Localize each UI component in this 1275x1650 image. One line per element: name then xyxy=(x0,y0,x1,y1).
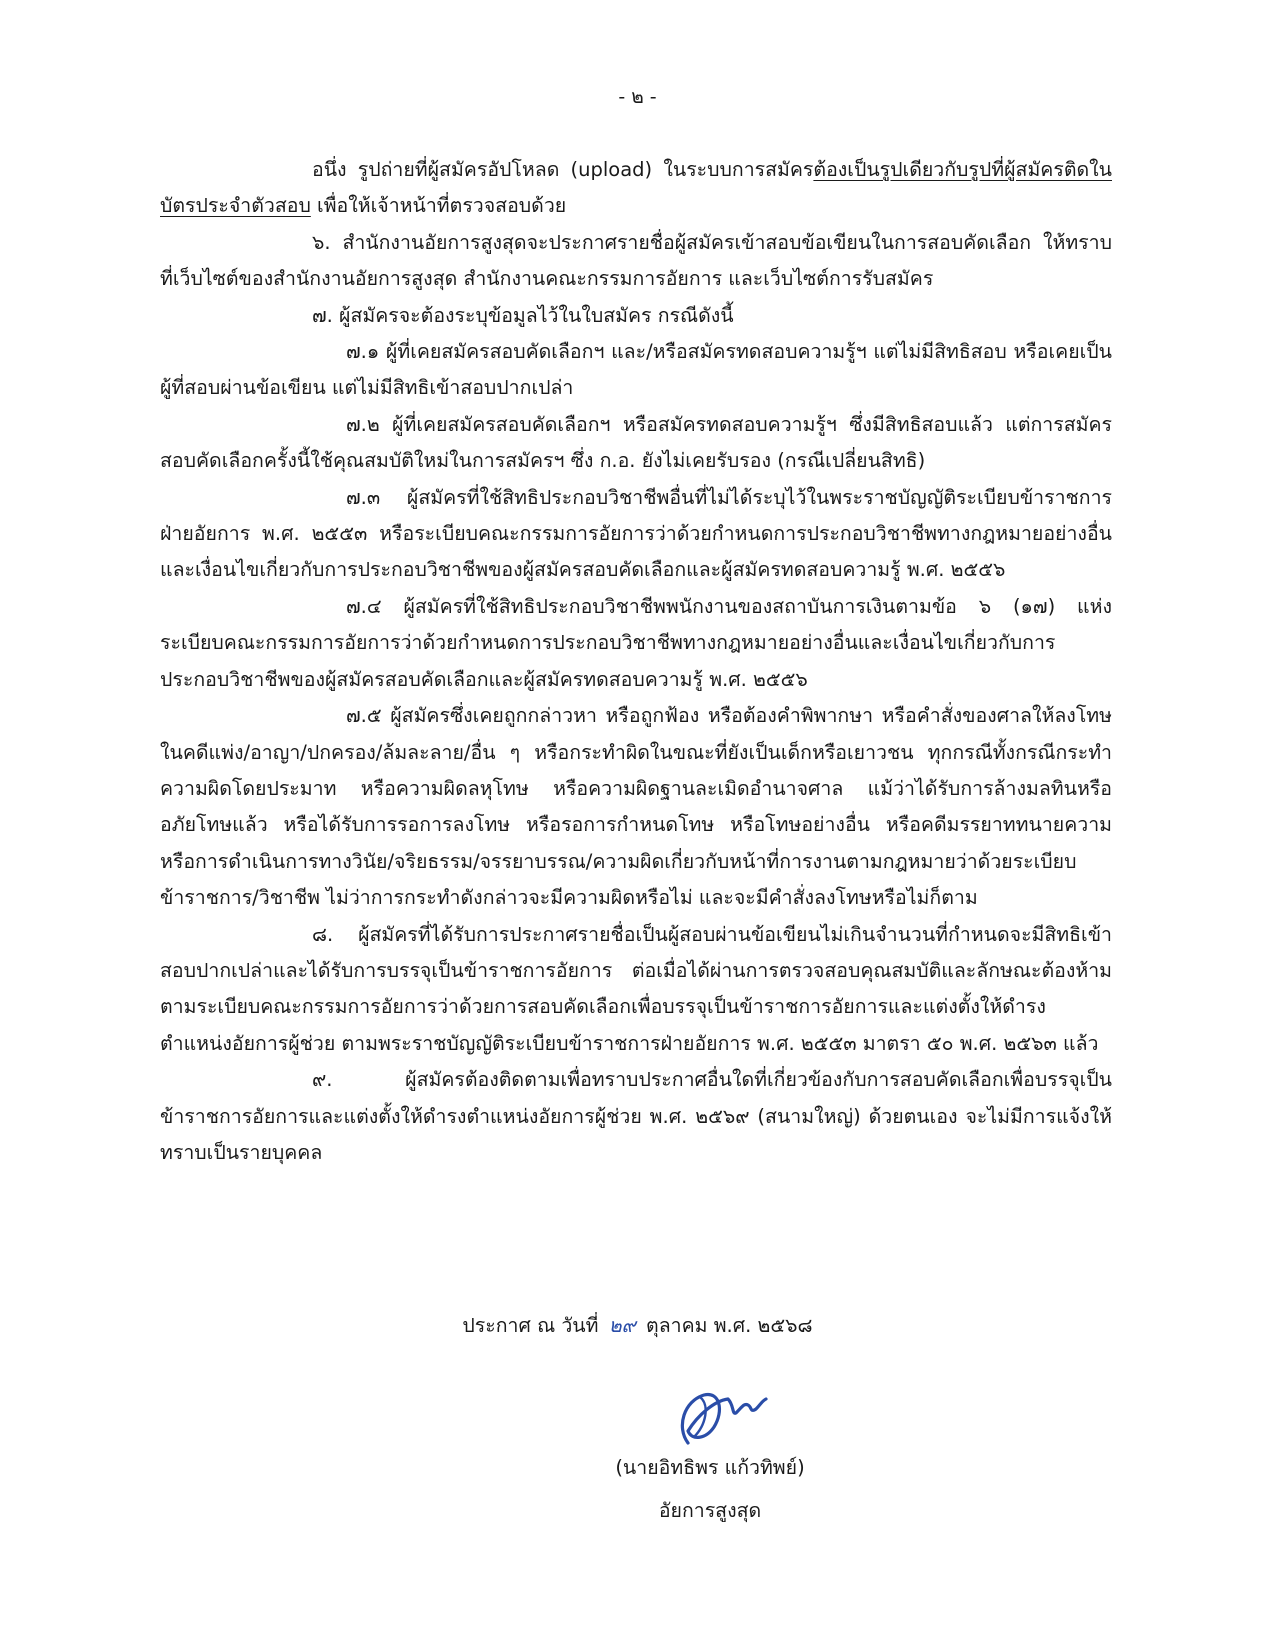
signatory-title: อัยการสูงสุด xyxy=(658,1499,762,1522)
paragraph-7-5: ๗.๕ ผู้สมัครซึ่งเคยถูกกล่าวหา หรือถูกฟ้อง หรือต้องคำพิพากษา หรือคำสั่งของศาลให้ลงโทษในคดีแพ่ง/อาญา/ปกครอง/ล้มละลาย/อื่น ๆ หรือกระทำผิดในขณะที่ยังเป็นเด็กหรือเยาวชน ทุกกรณีทั้งกรณีกระทำความผิดโดยประมาท หรือความผิดลหุโทษ หรือความผิดฐานละเมิดอำนาจศาล แม้ว่าได้รับการล้างมลทินหรืออภัยโทษแล้ว หรือได้รับการรอการลงโทษ หรือรอการกำหนดโทษ หรือโทษอย่างอื่น หรือคดีมรรยาททนายความ หรือการดำเนินการทางวินัย/จริยธรรม/จรรยาบรรณ/ความผิดเกี่ยวกับหน้าที่การงานตามกฎหมายว่าด้วยระเบียบข้าราชการ/วิชาชีพ ไม่ว่าการกระทำดังกล่าวจะมีความผิดหรือไม่ และจะมีคำสั่งลงโทษหรือไม่ก็ตาม xyxy=(160,704,1112,910)
photo-note-prefix: อนึ่ง รูปถ่ายที่ผู้สมัครอัปโหลด (upload) ในระบบการสมัคร xyxy=(312,158,814,181)
announcement-date xyxy=(0,1310,1275,1341)
paragraph-6: ๖. สำนักงานอัยการสูงสุดจะประกาศรายชื่อผู้สมัครเข้าสอบข้อเขียนในการสอบคัดเลือก ให้ทราบที่เว็บไซต์ของสำนักงานอัยการสูงสุด สำนักงานคณะกรรมการอัยการ และเว็บไซต์การรับสมัคร xyxy=(160,230,1112,291)
paragraph-7: ๗. ผู้สมัครจะต้องระบุข้อมูลไว้ในใบสมัคร กรณีดังนี้ xyxy=(312,303,734,327)
paragraph-7-1: ๗.๑ ผู้ที่เคยสมัครสอบคัดเลือกฯ และ/หรือสมัครทดสอบความรู้ฯ แต่ไม่มีสิทธิสอบ หรือเคยเป็นผู้ที่สอบผ่านข้อเขียน แต่ไม่มีสิทธิเข้าสอบปากเปล่า xyxy=(160,340,1112,400)
photo-note-underlined: ต้องเป็นรูปเดียวกับรูปที่ผู้สมัครติดในบัตรประจำตัวสอบ xyxy=(160,158,1112,218)
page-number: - ๒ - xyxy=(618,86,657,108)
paragraph-7-4: ๗.๔ ผู้สมัครที่ใช้สิทธิประกอบวิชาชีพพนักงานของสถาบันการเงินตามข้อ ๖ (๑๗) แห่งระเบียบคณะกรรมการอัยการว่าด้วยกำหนดการประกอบวิชาชีพทางกฎหมายอย่างอื่นและเงื่อนไขเกี่ยวกับการประกอบวิชาชีพของผู้สมัครสอบคัดเลือกและผู้สมัครทดสอบความรู้ พ.ศ. ๒๕๕๖ xyxy=(160,594,1112,691)
paragraph-9: ๙. ผู้สมัครต้องติดตามเพื่อทราบประกาศอื่นใดที่เกี่ยวข้องกับการสอบคัดเลือกเพื่อบรรจุเป็นข้าราชการอัยการและแต่งตั้งให้ดำรงตำแหน่งอัยการผู้ช่วย พ.ศ. ๒๕๖๙ (สนามใหญ่) ด้วยตนเอง จะไม่มีการแจ้งให้ทราบเป็นรายบุคคล xyxy=(160,1068,1112,1164)
date-day: ๒๙ xyxy=(608,1314,636,1337)
paragraph-8: ๘. ผู้สมัครที่ได้รับการประกาศรายชื่อเป็นผู้สอบผ่านข้อเขียนไม่เกินจำนวนที่กำหนดจะมีสิทธิเข้าสอบปากเปล่าและได้รับการบรรจุเป็นข้าราชการอัยการ ต่อเมื่อได้ผ่านการตรวจสอบคุณสมบัติและลักษณะต้องห้ามตามระเบียบคณะกรรมการอัยการว่าด้วยการสอบคัดเลือกเพื่อบรรจุเป็นข้าราชการอัยการและแต่งตั้งให้ดำรงตำแหน่งอัยการผู้ช่วย ตามพระราชบัญญัติระเบียบข้าราชการฝ่ายอัยการ พ.ศ. ๒๕๕๓ มาตรา ๕๐ พ.ศ. ๒๕๖๓ แล้ว xyxy=(160,922,1112,1055)
date-suffix: ตุลาคม พ.ศ. ๒๕๖๘ xyxy=(646,1314,813,1337)
paragraph-7-2: ๗.๒ ผู้ที่เคยสมัครสอบคัดเลือกฯ หรือสมัครทดสอบความรู้ฯ ซึ่งมีสิทธิสอบแล้ว แต่การสมัครสอบคัดเลือกครั้งนี้ใช้คุณสมบัติใหม่ในการสมัครฯ ซึ่ง ก.อ. ยังไม่เคยรับรอง (กรณีเปลี่ยนสิทธิ) xyxy=(160,412,1112,473)
paragraph-7-3: ๗.๓ ผู้สมัครที่ใช้สิทธิประกอบวิชาชีพอื่นที่ไม่ได้ระบุไว้ในพระราชบัญญัติระเบียบข้าราชการฝ่ายอัยการ พ.ศ. ๒๕๕๓ หรือระเบียบคณะกรรมการอัยการว่าด้วยกำหนดการประกอบวิชาชีพทางกฎหมายอย่างอื่นและเงื่อนไขเกี่ยวกับการประกอบวิชาชีพของผู้สมัครสอบคัดเลือกและผู้สมัครทดสอบความรู้ พ.ศ. ๒๕๕๖ xyxy=(160,485,1112,582)
announcement-body xyxy=(160,152,1112,1171)
photo-note-suffix: เพื่อให้เจ้าหน้าที่ตรวจสอบด้วย xyxy=(310,194,567,218)
paragraph-photo-note xyxy=(160,152,1112,225)
signatory-name: (นายอิทธิพร แก้วทิพย์) xyxy=(615,1456,805,1479)
date-prefix: ประกาศ ณ วันที่ xyxy=(462,1314,599,1337)
